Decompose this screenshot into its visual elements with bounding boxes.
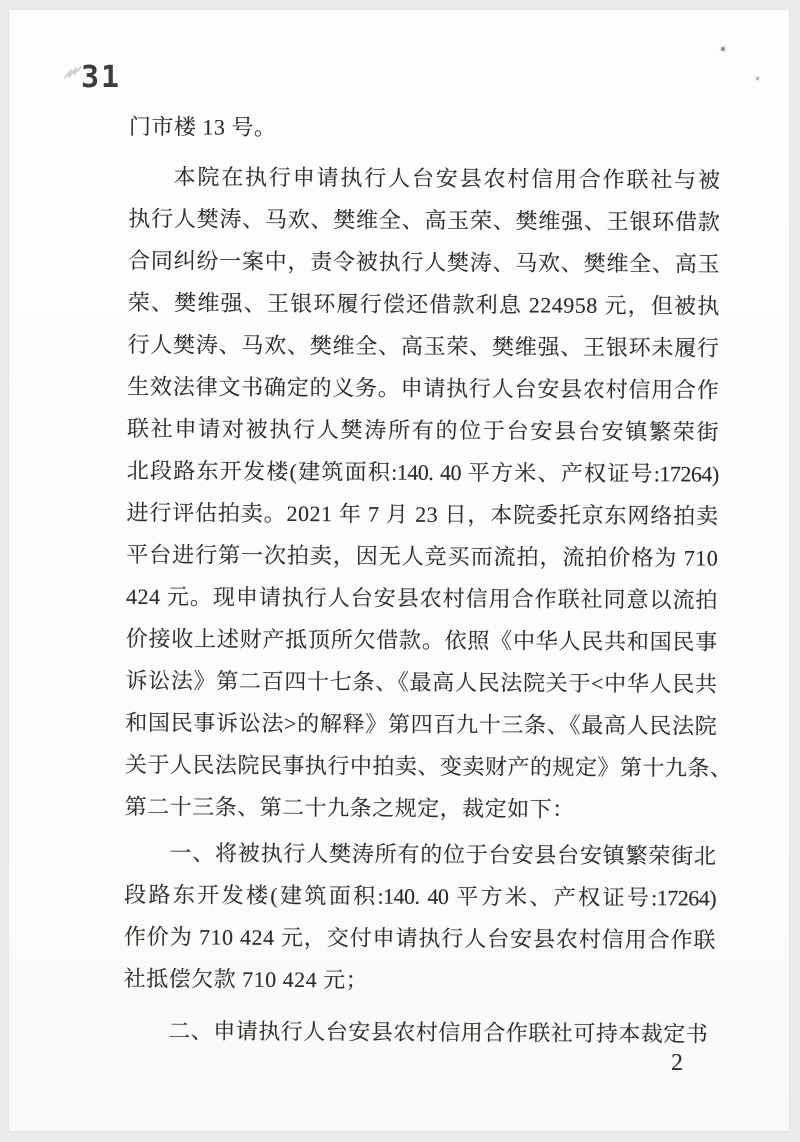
scan-speck [721,47,725,51]
page-number: 2 [671,1050,683,1076]
doc-line: 执行人樊涛、马欢、樊维全、高玉荣、樊维强、王银环借款 [128,205,721,235]
scan-speck [756,77,759,80]
doc-line: 二、申请执行人台安县农村信用合作联社可持本裁定书 [168,1018,709,1047]
document-page [8,9,790,1132]
doc-line: 北段路东开发楼(建筑面积:140. 40 平方米、产权证号:17264) [126,457,719,487]
doc-line: 社抵偿欠款 710 424 元； [123,965,369,993]
doc-line: 价接收上述财产抵顶所欠借款。依照《中华人民共和国民事 [125,625,718,655]
doc-line: 段路东开发楼(建筑面积:140. 40 平方米、产权证号:17264) [124,881,717,911]
doc-line: 本院在执行申请执行人台安县农村信用合作联社与被 [173,164,721,193]
doc-line: 行人樊涛、马欢、樊维全、高玉荣、樊维强、王银环未履行 [127,331,720,361]
doc-line: 作价为 710 424 元，交付申请执行人台安县农村信用合作联 [123,923,716,953]
doc-line: 424 元。现申请执行人台安县农村信用合作联社同意以流拍 [125,583,719,613]
doc-line: 诉讼法》第二百四十七条、《最高人民法院关于<中华人民共 [125,667,718,697]
doc-line: 进行评估拍卖。2021 年 7 月 23 日，本院委托京东网络拍卖 [126,499,719,529]
doc-line: 平台进行第一次拍卖，因无人竞买而流拍，流拍价格为 710 [126,541,719,571]
doc-line: 关于人民法院民事执行中拍卖、变卖财产的规定》第十九条、 [124,751,733,781]
doc-line: 一、将被执行人樊涛所有的位于台安县台安镇繁荣街北 [169,840,717,869]
doc-line: 和国民事诉讼法>的解释》第四百九十三条、《最高人民法院 [125,709,718,739]
doc-line: 联社申请对被执行人樊涛所有的位于台安县台安镇繁荣街 [126,415,720,445]
doc-line: 合同纠纷一案中，责令被执行人樊涛、马欢、樊维全、高玉 [127,247,721,277]
doc-line: 第二十三条、第二十九条之规定，裁定如下： [124,793,575,822]
margin-page-index: 31 [81,60,122,95]
doc-line: 门市楼 13 号。 [128,113,277,140]
doc-line: 生效法律文书确定的义务。申请执行人台安县农村信用合作 [127,373,720,403]
doc-line: 荣、樊维强、王银环履行偿还借款利息 224958 元，但被执 [127,289,720,319]
document-body-text [123,106,733,1056]
